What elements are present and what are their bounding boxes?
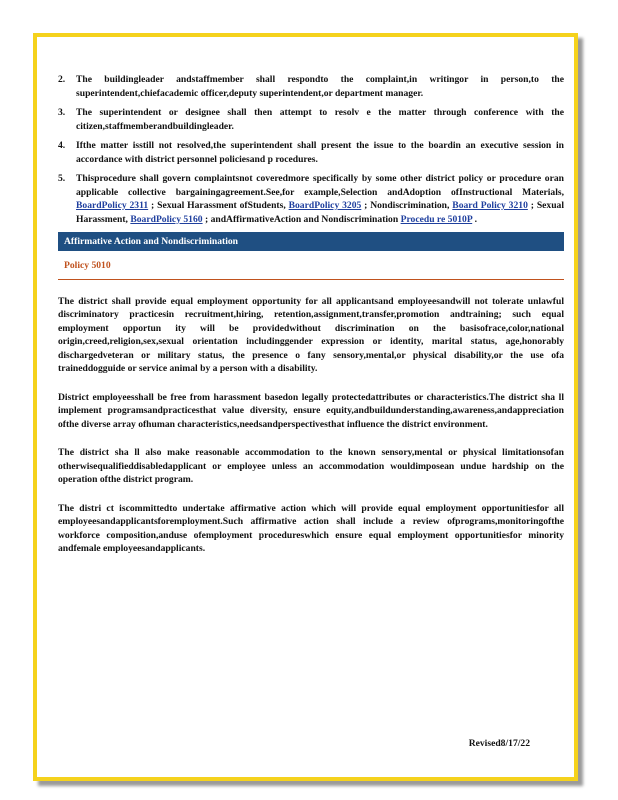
paragraph: The district shall provide equal employment opportunity for all applicantsand employeesandwill not tolerate unlawful discriminatory practicesin recruitment,hiring, retention,assignment,transfer,promotion andtraining; such equal employment opportun ity will be providedwithout discrimination on the basisofrace,color,national origin,creed,religion,sex,sexual orientation includinggender expression or identity, marital status, age,honorably dischargedveteran or military status, the presence o fany sensory,mental,or physical disability,or the use ofa traineddogguide or service animal by a person with a disability. [58, 295, 564, 374]
list-item [58, 139, 564, 166]
text-segment: ; Sexual Harassment, [76, 200, 565, 225]
list-text [76, 172, 564, 226]
board-policy-2311-link[interactable]: BoardPolicy 2311 [76, 200, 149, 211]
revised-date: Revised8/17/22 [468, 738, 530, 749]
list-number: 4. [58, 140, 66, 151]
procedure-5010p-link[interactable]: Procedu re 5010P [400, 213, 473, 225]
list-text: The buildingleader andstaffmember shall respondto the complaint,in writingor in person,to the superintendent,chiefacademic officer,deputy superintendent,or department manager. [76, 74, 564, 99]
list-item [58, 73, 564, 100]
document-body [58, 73, 564, 556]
list-item [58, 172, 564, 226]
board-policy-5160-link[interactable]: BoardPolicy 5160 [130, 213, 203, 225]
list-text: Ifthe matter isstill not resolved,the superintendent shall present the issue to the boardin an executive session in accordance with district personnel policiesand p rocedures. [76, 140, 564, 165]
procedure-list [58, 73, 564, 226]
policy-label: Policy 5010 [58, 259, 564, 280]
text-segment: Thisprocedure shall govern complaintsnot coveredmore specifically by some other district policy or procedure oran applicable collective bargainingagreement.See,for example,Selection andAdoption ofInstructional Materials, [76, 173, 564, 198]
list-number: 3. [58, 107, 66, 118]
paragraph: District employeesshall be free from harassment basedon legally protectedattributes or characteristics.The district sha ll implement programsandpracticesthat value diversity, ensure equity,andbuildunderstanding,awareness,andappreciation ofthe diverse array ofhuman characteristics,needsandperspectivesthat influence the district environment. [58, 391, 564, 430]
list-number: 2. [58, 74, 66, 85]
board-policy-3210-link[interactable]: Board Policy 3210 [452, 200, 528, 211]
list-number: 5. [58, 173, 66, 184]
board-policy-3205-link[interactable]: BoardPolicy 3205 [288, 200, 362, 211]
text-segment: ; Nondiscrimination, [361, 200, 453, 211]
text-segment: . [472, 213, 477, 225]
paragraph: The distri ct iscommittedto undertake affirmative action which will provide equal employment opportunitiesfor all employeesandapplicantsforemployment.Such affirmative action shall include a review ofprograms,monitoringofthe workforce composition,anduse ofemployment procedureswhich ensure equal employment opportunitiesfor minority andfemale employeesandapplicants. [58, 502, 564, 554]
list-item [58, 106, 564, 133]
text-segment: ; andAffirmativeAction and Nondiscrimination [202, 213, 401, 225]
page-frame [33, 33, 578, 781]
text-segment: ; Sexual Harassment ofStudents, [148, 200, 289, 211]
paragraph: The district sha ll also make reasonable accommodation to the known sensory,mental or physical limitationsofan otherwisequalifieddisabledapplicant or employee unless an accommodation wouldimposean undue hardship on the operation ofthe district program. [58, 447, 564, 485]
section-header-bar: Affirmative Action and Nondiscrimination [58, 232, 564, 251]
list-text: The superintendent or designee shall then attempt to resolv e the matter through conference with the citizen,staffmemberandbuildingleader. [76, 107, 564, 132]
